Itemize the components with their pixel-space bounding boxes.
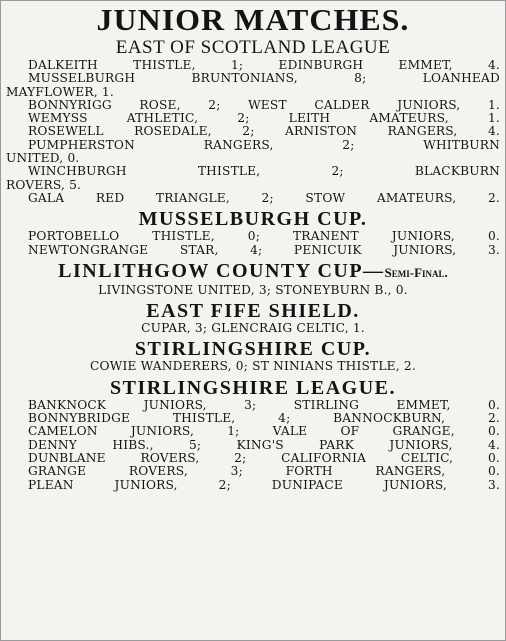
match-result-continuation: MAYFLOWER, 1. xyxy=(6,84,114,99)
match-result-text: BONNYRIGG ROSE, 2; WEST CALDER JUNIORS, 1. xyxy=(28,97,500,112)
results-list xyxy=(4,230,502,257)
section-heading xyxy=(4,338,502,360)
section-heading-subtitle: Semi-Final. xyxy=(384,264,448,280)
match-result xyxy=(4,230,502,243)
results-list xyxy=(4,284,502,297)
section-heading-text: LINLITHGOW COUNTY CUP— xyxy=(58,259,385,282)
match-result xyxy=(4,360,502,373)
match-result xyxy=(4,425,502,438)
match-result xyxy=(4,125,502,138)
section-heading xyxy=(4,37,502,59)
match-result-text: CUPAR, 3; GLENCRAIG CELTIC, 1. xyxy=(141,321,365,336)
match-result xyxy=(4,192,502,205)
match-result xyxy=(4,284,502,297)
match-result-text: PUMPHERSTON RANGERS, 2; WHITBURN xyxy=(28,137,500,152)
results-list xyxy=(4,322,502,335)
page-title: JUNIOR MATCHES. xyxy=(96,2,410,37)
match-result-text: COWIE WANDERERS, 0; ST NINIANS THISTLE, 2. xyxy=(90,359,416,374)
section-heading-text: STIRLINGSHIRE CUP. xyxy=(134,338,372,361)
match-result xyxy=(4,399,502,412)
match-result-text: DENNY HIBS., 5; KING'S PARK JUNIORS, 4. xyxy=(28,437,500,452)
section-heading-text: EAST FIFE SHIELD. xyxy=(146,300,360,323)
match-result xyxy=(4,452,502,465)
section-heading-text: EAST OF SCOTLAND LEAGUE xyxy=(115,37,391,58)
match-result-text: BANKNOCK JUNIORS, 3; STIRLING EMMET, 0. xyxy=(28,397,500,412)
match-result-text: PLEAN JUNIORS, 2; DUNIPACE JUNIORS, 3. xyxy=(28,477,500,492)
match-result-text: LIVINGSTONE UNITED, 3; STONEYBURN B., 0. xyxy=(98,282,408,297)
section-heading xyxy=(4,208,502,230)
match-result-text: GRANGE ROVERS, 3; FORTH RANGERS, 0. xyxy=(28,464,500,479)
match-result xyxy=(4,99,502,112)
match-result xyxy=(4,412,502,425)
match-result xyxy=(4,465,502,478)
section-heading-text: MUSSELBURGH CUP. xyxy=(138,208,368,231)
match-result xyxy=(4,322,502,335)
match-result xyxy=(4,479,502,492)
results-list xyxy=(4,399,502,492)
match-result-text: CAMELON JUNIORS, 1; VALE OF GRANGE, 0. xyxy=(28,424,500,439)
match-result-text: PORTOBELLO THISTLE, 0; TRANENT JUNIORS, 0. xyxy=(28,229,500,244)
match-result-text: NEWTONGRANGE STAR, 4; PENICUIK JUNIORS, 3. xyxy=(28,242,500,257)
match-result-text: DALKEITH THISTLE, 1; EDINBURGH EMMET, 4. xyxy=(28,58,500,72)
match-result-continuation: UNITED, 0. xyxy=(6,151,80,166)
section-heading-text: STIRLINGSHIRE LEAGUE. xyxy=(109,376,397,399)
match-result xyxy=(4,112,502,125)
section-heading xyxy=(4,260,502,284)
results-list xyxy=(4,59,502,205)
match-result-continuation: ROVERS, 5. xyxy=(6,177,82,192)
section-heading xyxy=(4,377,502,399)
match-result-text: WINCHBURGH THISTLE, 2; BLACKBURN xyxy=(28,164,500,179)
match-result xyxy=(4,165,502,192)
match-result-text: GALA RED TRIANGLE, 2; STOW AMATEURS, 2. xyxy=(28,190,500,205)
sections-container xyxy=(4,37,502,495)
match-result-text: WEMYSS ATHLETIC, 2; LEITH AMATEURS, 1. xyxy=(28,111,500,126)
match-result xyxy=(4,439,502,452)
match-result-text: DUNBLANE ROVERS, 2; CALIFORNIA CELTIC, 0. xyxy=(28,450,500,465)
match-result-text: ROSEWELL ROSEDALE, 2; ARNISTON RANGERS, 4. xyxy=(28,124,500,139)
match-result xyxy=(4,244,502,257)
section-heading xyxy=(4,300,502,322)
match-result xyxy=(4,139,502,166)
match-result xyxy=(4,72,502,99)
match-result-text: MUSSELBURGH BRUNTONIANS, 8; LOANHEAD xyxy=(28,71,500,86)
match-result-text: BONNYBRIDGE THISTLE, 4; BANNOCKBURN, 2. xyxy=(28,411,500,426)
match-result xyxy=(4,59,502,72)
section-gap xyxy=(4,492,502,495)
results-list xyxy=(4,360,502,373)
